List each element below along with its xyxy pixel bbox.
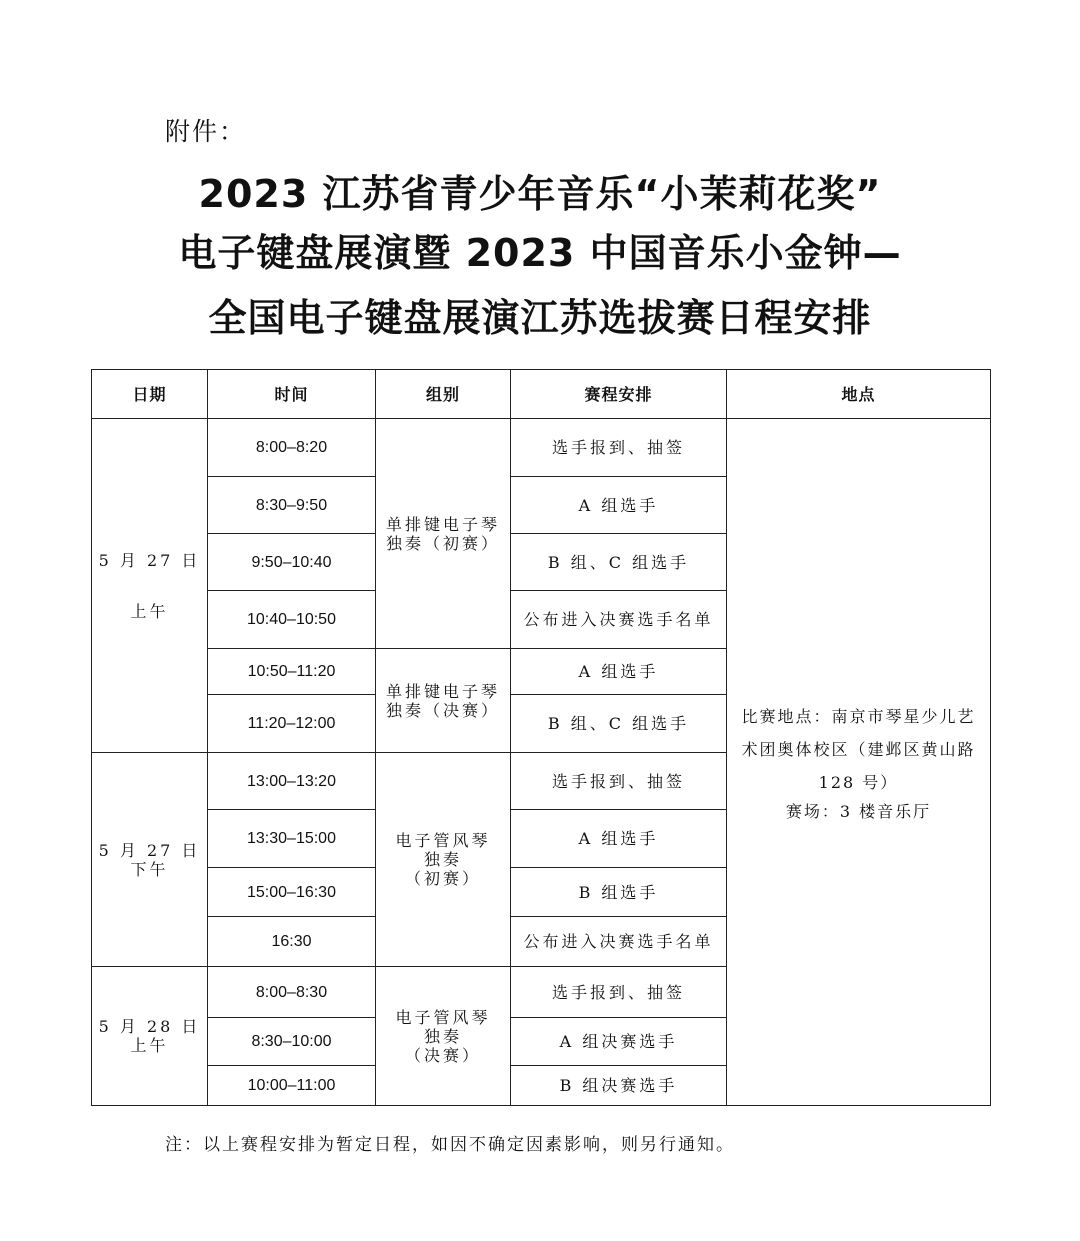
schedule-cell: 公布进入决赛选手名单 bbox=[511, 591, 727, 649]
group-cell bbox=[376, 649, 511, 753]
column-header-group: 组别 bbox=[376, 370, 511, 419]
column-header-location: 地点 bbox=[727, 370, 991, 419]
attachment-label: 附件： bbox=[165, 117, 247, 146]
group-line: （决赛） bbox=[404, 1045, 481, 1065]
schedule-cell: B 组、C 组选手 bbox=[511, 534, 727, 591]
time-cell: 16:30 bbox=[208, 917, 376, 967]
time-cell: 8:00–8:30 bbox=[208, 967, 376, 1018]
group-line: 单排键电子琴 bbox=[385, 681, 500, 701]
date-day: 5 月 27 日 bbox=[98, 550, 201, 570]
column-header-schedule: 赛程安排 bbox=[511, 370, 727, 419]
group-line: 独奏（决赛） bbox=[385, 700, 500, 720]
group-line: 独奏 bbox=[423, 1026, 462, 1046]
time-cell: 10:00–11:00 bbox=[208, 1066, 376, 1106]
page-title-line-2: 电子键盘展演暨 2023 中国音乐小金钟— bbox=[178, 231, 902, 275]
table-header-row bbox=[92, 370, 991, 419]
location-line: 术团奥体校区（建邺区黄山路 bbox=[741, 739, 976, 759]
time-cell: 10:50–11:20 bbox=[208, 649, 376, 695]
group-line: 电子管风琴 bbox=[395, 831, 491, 850]
group-line: 单排键电子琴 bbox=[385, 514, 500, 534]
location-line: 比赛地点：南京市琴星少儿艺 bbox=[741, 706, 976, 726]
date-period: 上午 bbox=[130, 601, 169, 621]
group-line: （初赛） bbox=[404, 869, 481, 888]
schedule-cell: A 组选手 bbox=[511, 649, 727, 695]
time-cell: 8:00–8:20 bbox=[208, 419, 376, 477]
date-cell bbox=[92, 753, 208, 967]
date-day: 5 月 27 日 bbox=[98, 840, 201, 860]
schedule-cell: A 组选手 bbox=[511, 477, 727, 534]
group-line: 独奏 bbox=[423, 850, 462, 869]
time-cell: 8:30–9:50 bbox=[208, 477, 376, 534]
schedule-cell: B 组选手 bbox=[511, 868, 727, 917]
table-row bbox=[92, 419, 991, 477]
date-day: 5 月 28 日 bbox=[98, 1017, 201, 1036]
date-period: 下午 bbox=[130, 859, 169, 879]
page-title-line-3: 全国电子键盘展演江苏选拔赛日程安排 bbox=[208, 296, 872, 340]
group-cell bbox=[376, 967, 511, 1106]
location-line: 赛场：3 楼音乐厅 bbox=[785, 801, 932, 821]
date-period: 上午 bbox=[130, 1036, 169, 1055]
schedule-cell: 选手报到、抽签 bbox=[511, 967, 727, 1018]
schedule-cell: 选手报到、抽签 bbox=[511, 753, 727, 810]
schedule-cell: 公布进入决赛选手名单 bbox=[511, 917, 727, 967]
time-cell: 13:30–15:00 bbox=[208, 810, 376, 868]
schedule-cell: B 组决赛选手 bbox=[511, 1066, 727, 1106]
time-cell: 9:50–10:40 bbox=[208, 534, 376, 591]
schedule-cell: 选手报到、抽签 bbox=[511, 419, 727, 477]
column-header-time: 时间 bbox=[208, 370, 376, 419]
schedule-cell: A 组决赛选手 bbox=[511, 1018, 727, 1066]
page-title-line-1: 2023 江苏省青少年音乐“小茉莉花奖” bbox=[198, 172, 882, 216]
column-header-date: 日期 bbox=[92, 370, 208, 419]
group-cell bbox=[376, 419, 511, 649]
group-line: 电子管风琴 bbox=[395, 1007, 491, 1027]
date-cell bbox=[92, 967, 208, 1106]
group-line: 独奏（初赛） bbox=[385, 533, 500, 553]
schedule-cell: B 组、C 组选手 bbox=[511, 695, 727, 753]
location-line: 128 号） bbox=[818, 772, 899, 792]
footnote: 注：以上赛程安排为暂定日程，如因不确定因素影响，则另行通知。 bbox=[165, 1135, 735, 1155]
time-cell: 10:40–10:50 bbox=[208, 591, 376, 649]
time-cell: 8:30–10:00 bbox=[208, 1018, 376, 1066]
date-cell bbox=[92, 419, 208, 753]
time-cell: 13:00–13:20 bbox=[208, 753, 376, 810]
time-cell: 11:20–12:00 bbox=[208, 695, 376, 753]
time-cell: 15:00–16:30 bbox=[208, 868, 376, 917]
group-cell bbox=[376, 753, 511, 967]
schedule-cell: A 组选手 bbox=[511, 810, 727, 868]
schedule-table bbox=[91, 369, 991, 1106]
location-cell bbox=[727, 419, 991, 1106]
